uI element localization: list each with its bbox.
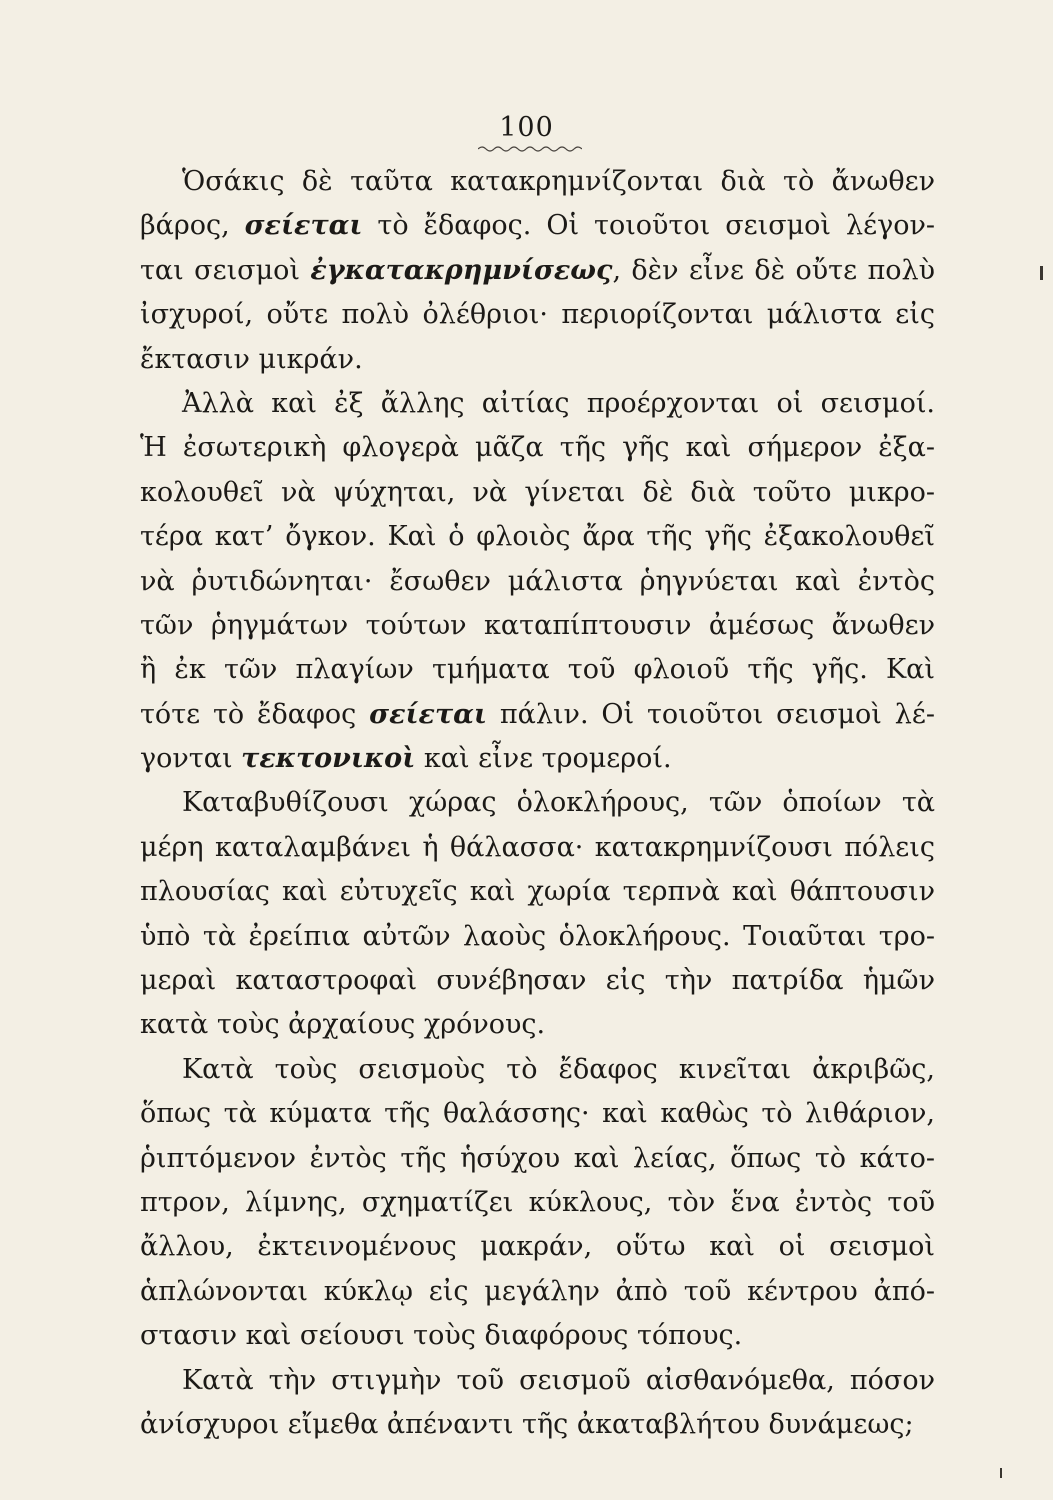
text-line <box>140 1403 935 1447</box>
text-segment: νὰ ῥυτιδώνηται· ἔσωθεν μάλιστα ῥηγνύεται καὶ ἐντὸς <box>140 565 935 597</box>
text-segment: ἔκτασιν μικράν. <box>140 343 363 375</box>
text-segment: , δὲν εἶνε δὲ οὔτε πολὺ <box>612 254 935 286</box>
text-line <box>140 693 935 737</box>
text-segment: τότε τὸ ἔδαφος <box>140 698 370 730</box>
paragraph <box>140 160 935 382</box>
text-line <box>140 515 935 559</box>
text-segment: ἄλλου, ἐκτεινομένους μακράν, οὕτω καὶ οἱ σεισμοὶ <box>140 1231 935 1263</box>
text-line <box>140 870 935 914</box>
paragraph <box>140 382 935 782</box>
text-line <box>140 1137 935 1181</box>
text-segment: μεραὶ καταστροφαὶ συνέβησαν εἰς τὴν πατρίδα ἡμῶν <box>140 965 935 997</box>
emphasized-term: σείεται <box>369 698 487 730</box>
text-segment: ἰσχυροί, οὔτε πολὺ ὀλέθριοι· περιορίζονται μάλιστα εἰς <box>140 299 935 331</box>
margin-mark <box>1000 1468 1002 1478</box>
text-line <box>140 1181 935 1225</box>
text-line <box>140 1314 935 1358</box>
text-segment: ἢ ἐκ τῶν πλαγίων τμήματα τοῦ φλοιοῦ τῆς γῆς. Καὶ <box>140 654 935 686</box>
decorative-rule <box>478 143 582 153</box>
text-line <box>140 915 935 959</box>
text-line <box>140 648 935 692</box>
text-line <box>140 1270 935 1314</box>
text-segment: πτρον, λίμνης, σχηματίζει κύκλους, τὸν ἕνα ἐντὸς τοῦ <box>140 1186 935 1218</box>
text-line <box>140 1003 935 1047</box>
text-line <box>140 1359 935 1403</box>
text-segment: τῶν ῥηγμάτων τούτων καταπίπτουσιν ἀμέσως ἄνωθεν <box>140 609 935 641</box>
text-segment: Ὁσάκις δὲ ταῦτα κατακρημνίζονται διὰ τὸ ἄνωθεν <box>182 166 935 197</box>
text-segment: γονται <box>140 743 242 775</box>
text-segment: μέρη καταλαμβάνει ἡ θάλασσα· κατακρημνίζουσι πόλεις <box>140 831 935 863</box>
paragraph <box>140 781 935 1047</box>
text-segment: Κατὰ τοὺς σεισμοὺς τὸ ἔδαφος κινεῖται ἀκριβῶς, <box>182 1053 935 1085</box>
text-line <box>140 826 935 870</box>
text-line <box>140 249 935 293</box>
text-segment: ὑπὸ τὰ ἐρείπια αὐτῶν λαοὺς ὁλοκλήρους. Τοιαῦται τρο- <box>140 920 935 952</box>
emphasized-term: τεκτονικοὶ <box>241 743 416 775</box>
text-line <box>140 959 935 1003</box>
text-segment: Ἡ ἐσωτερικὴ φλογερὰ μᾶζα τῆς γῆς καὶ σήμερον ἐξα- <box>140 432 935 464</box>
text-line <box>140 1048 935 1092</box>
text-segment: στασιν καὶ σείουσι τοὺς διαφόρους τόπους. <box>140 1320 743 1352</box>
text-line <box>140 1225 935 1269</box>
emphasized-term: σείεται <box>244 210 363 242</box>
text-segment: ἀνίσχυροι εἴμεθα ἀπέναντι τῆς ἀκαταβλήτου δυνάμεως; <box>140 1408 914 1440</box>
text-segment: τὸ ἔδαφος. Οἱ τοιοῦτοι σεισμοὶ λέγον- <box>362 210 935 242</box>
text-segment: πλουσίας καὶ εὐτυχεῖς καὶ χωρία τερπνὰ καὶ θάπτουσιν <box>140 876 935 908</box>
text-segment: κατὰ τοὺς ἀρχαίους χρόνους. <box>140 1009 546 1041</box>
text-segment: πάλιν. Οἱ τοιοῦτοι σεισμοὶ λέ- <box>486 698 935 730</box>
text-line <box>140 781 935 825</box>
margin-mark <box>1040 266 1043 280</box>
text-line <box>140 560 935 604</box>
emphasized-term: ἐγκατακρημνίσεως <box>310 254 613 286</box>
text-line <box>140 338 935 382</box>
text-line <box>140 426 935 470</box>
paragraph <box>140 1048 935 1359</box>
text-segment: ὅπως τὰ κύματα τῆς θαλάσσης· καὶ καθὼς τὸ λιθάριον, <box>140 1098 935 1130</box>
text-segment: ται σεισμοὶ <box>140 254 311 286</box>
text-line <box>140 160 935 204</box>
text-line <box>140 382 935 426</box>
text-segment: Καταβυθίζουσι χώρας ὁλοκλήρους, τῶν ὁποίων τὰ <box>182 787 935 819</box>
text-line <box>140 1092 935 1136</box>
page-number: 100 <box>499 112 554 143</box>
text-line <box>140 204 935 248</box>
text-segment: καὶ εἶνε τρομεροί. <box>415 743 672 775</box>
text-line <box>140 737 935 781</box>
text-segment: βάρος, <box>140 210 245 242</box>
text-segment: ἁπλώνονται κύκλῳ εἰς μεγάλην ἀπὸ τοῦ κέντρου ἀπό- <box>140 1275 935 1307</box>
text-line <box>140 604 935 648</box>
text-segment: κολουθεῖ νὰ ψύχηται, νὰ γίνεται δὲ διὰ τοῦτο μικρο- <box>140 476 935 508</box>
text-segment: ῥιπτόμενον ἐντὸς τῆς ἡσύχου καὶ λείας, ὅπως τὸ κάτο- <box>140 1142 935 1174</box>
text-line <box>140 471 935 515</box>
paragraph <box>140 1359 935 1448</box>
text-segment: Κατὰ τὴν στιγμὴν τοῦ σεισμοῦ αἰσθανόμεθα, πόσον <box>182 1364 935 1396</box>
text-line <box>140 293 935 337</box>
text-segment: τέρα κατ’ ὄγκον. Καὶ ὁ φλοιὸς ἄρα τῆς γῆς ἐξακολουθεῖ <box>140 521 935 553</box>
text-segment: Ἀλλὰ καὶ ἐξ ἄλλης αἰτίας προέρχονται οἱ σεισμοί. <box>182 387 935 419</box>
body-text <box>140 160 935 1447</box>
